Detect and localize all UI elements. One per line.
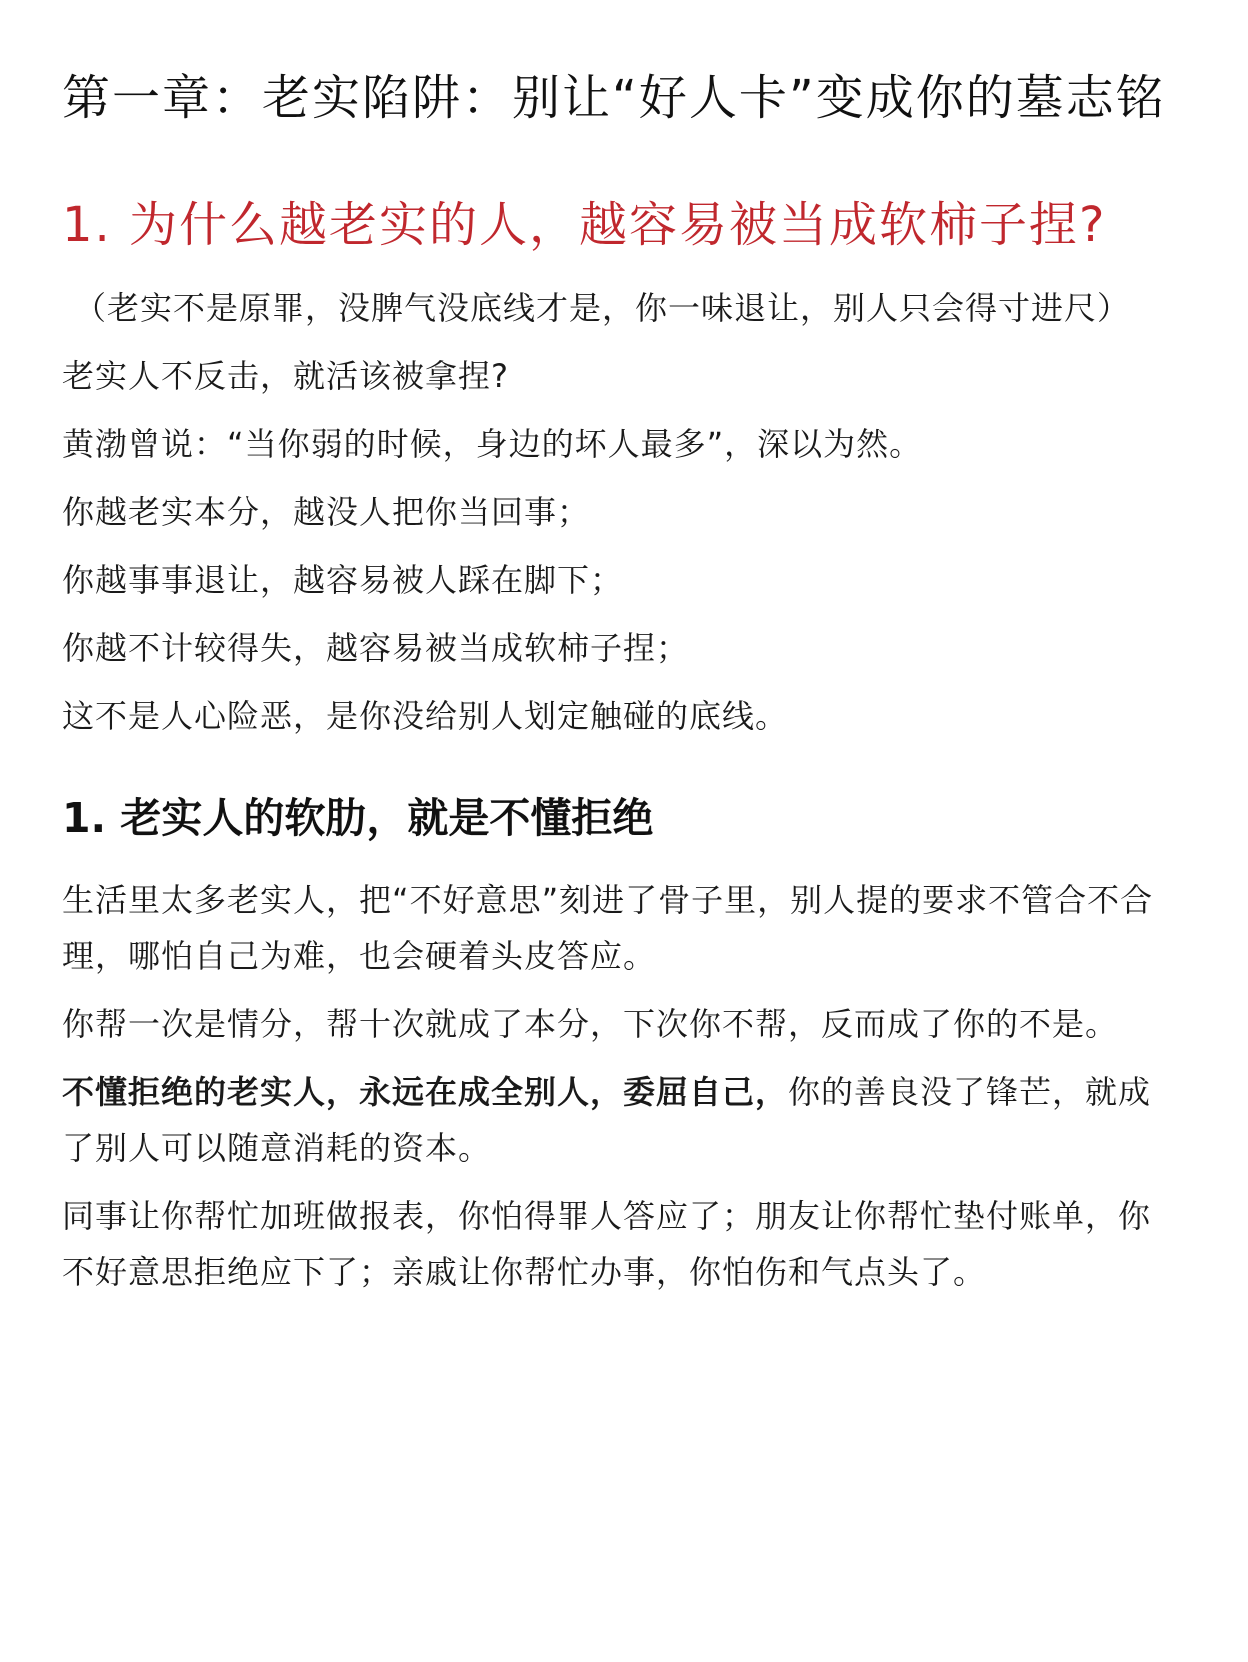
body-line: 你越事事退让，越容易被人踩在脚下； <box>62 561 624 599</box>
section-note: （老实不是原罪，没脾气没底线才是，你一味退让，别人只会得寸进尺） <box>74 289 1131 327</box>
subheading: 1. 老实人的软肋，就是不懂拒绝 <box>62 794 654 842</box>
document-page <box>62 56 1182 1300</box>
body-paragraph-emphasis <box>62 1064 1182 1176</box>
body-line: 你越老实本分，越没人把你当回事； <box>62 493 591 531</box>
emphasis-text: 不懂拒绝的老实人，永远在成全别人，委屈自己， <box>62 1073 789 1111</box>
paragraph-rest: 你的善良没了锋芒，就成了别人可以随意消耗的资本。 <box>62 1073 1152 1167</box>
body-line: 这不是人心险恶，是你没给别人划定触碰的底线。 <box>62 697 789 735</box>
section-title: 1. 为什么越老实的人，越容易被当成软柿子捏? <box>62 197 1107 253</box>
body-paragraph: 你帮一次是情分，帮十次就成了本分，下次你不帮，反而成了你的不是。 <box>62 1005 1119 1043</box>
body-line: 老实人不反击，就活该被拿捏? <box>62 357 509 395</box>
chapter-title: 第一章：老实陷阱：别让“好人卡”变成你的墓志铭 <box>62 70 1166 126</box>
body-paragraph: 生活里太多老实人，把“不好意思”刻进了骨子里，别人提的要求不管合不合理，哪怕自己为难，也会硬着头皮答应。 <box>62 881 1154 975</box>
body-paragraph: 同事让你帮忙加班做报表，你怕得罪人答应了；朋友让你帮忙垫付账单，你不好意思拒绝应下了；亲戚让你帮忙办事，你怕伤和气点头了。 <box>62 1197 1152 1291</box>
body-line: 黄渤曾说：“当你弱的时候，身边的坏人最多”，深以为然。 <box>62 425 923 463</box>
body-line: 你越不计较得失，越容易被当成软柿子捏； <box>62 629 690 667</box>
